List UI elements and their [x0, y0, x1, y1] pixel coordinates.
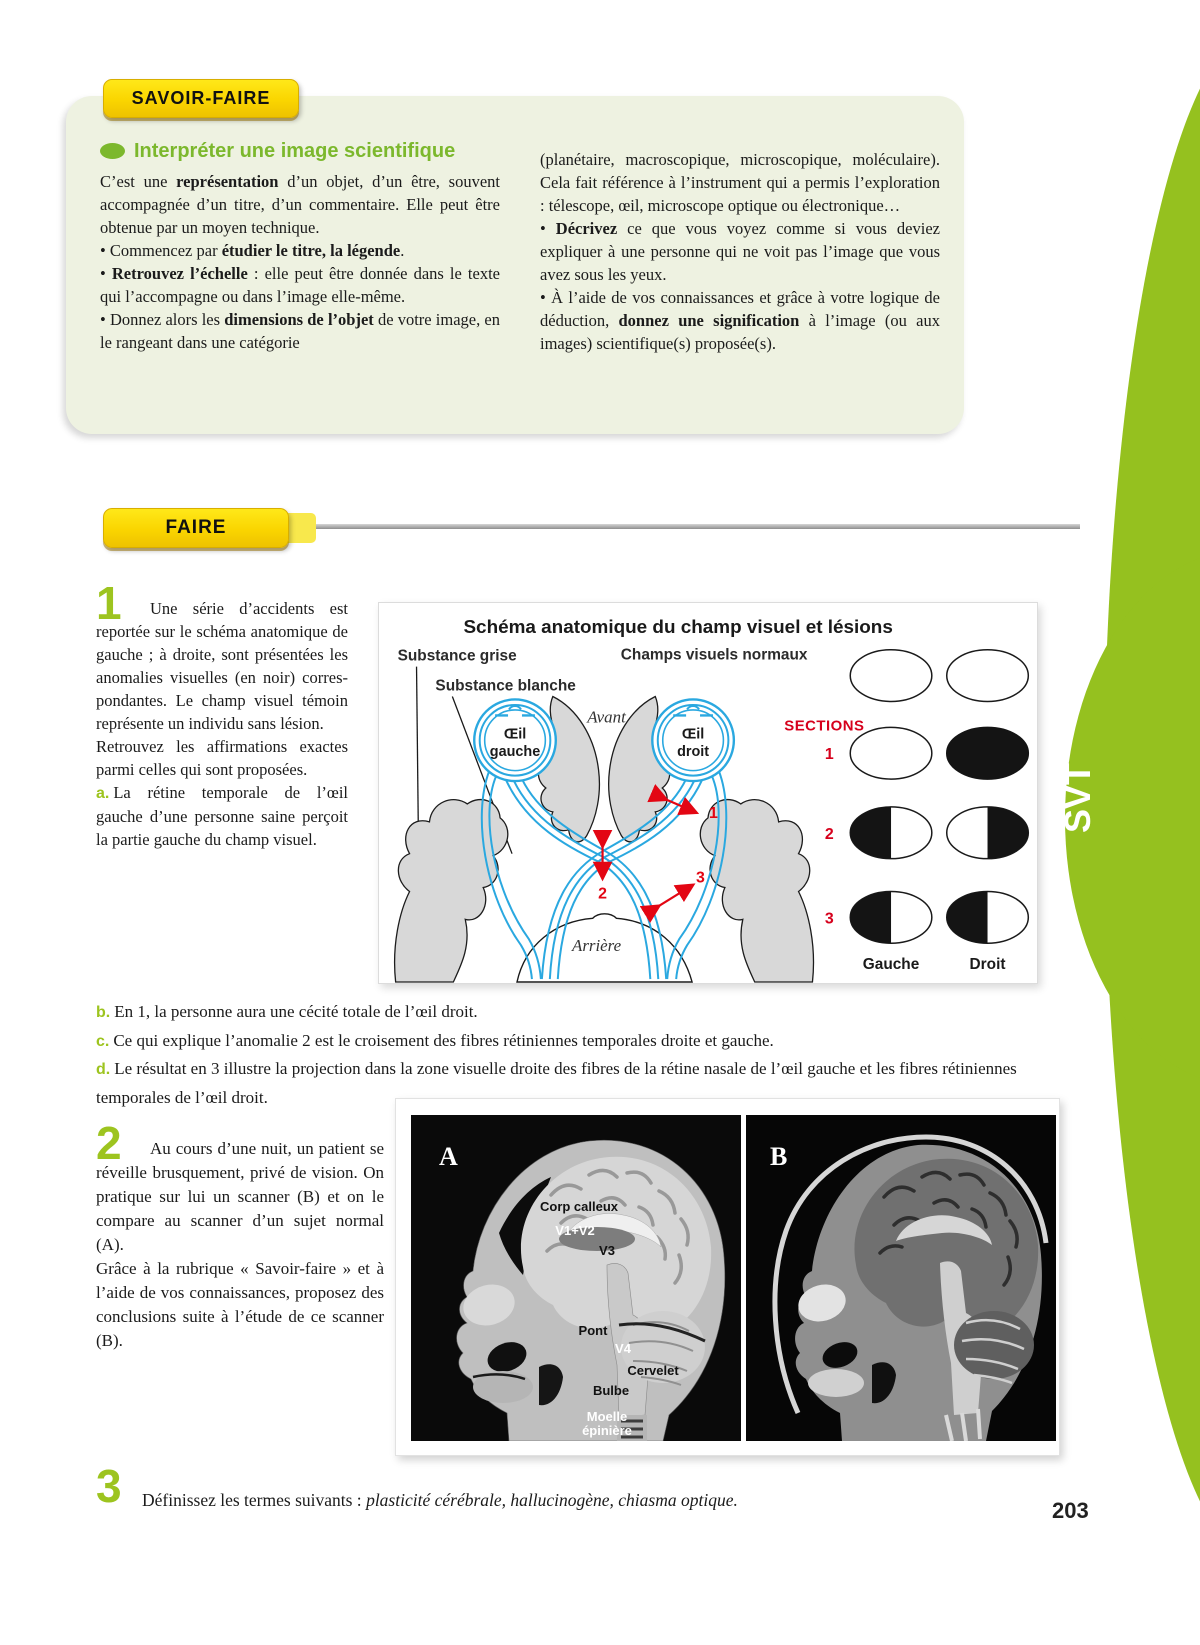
- label-v1v2: V1+V2: [555, 1223, 595, 1238]
- savoir-faire-right-column: [540, 148, 940, 355]
- green-bullet-icon: [100, 143, 125, 159]
- item-text: La rétine temporale de l’œil gauche d’une personne saine perçoit la partie gauche du champ visuel.: [96, 783, 348, 849]
- label-sections: SECTIONS: [784, 717, 865, 735]
- exercise-2-paragraph: Au cours d’une nuit, un patient se réveille brusquement, privé de vision. On pratique sur lui un scanner (B) et on le compare au scanner d’un sujet normal (A).: [96, 1139, 384, 1254]
- item-label: a.: [96, 785, 110, 802]
- label-pont: Pont: [578, 1323, 608, 1338]
- field-row-2: [825, 807, 1028, 859]
- label-arriere: Arrière: [572, 936, 622, 956]
- label-substance-grise: Substance grise: [397, 647, 517, 665]
- right-eye-label: droit: [677, 744, 710, 761]
- label-corp-calleux: Corp calleux: [539, 1199, 619, 1214]
- figure-brain-scans: [395, 1098, 1060, 1456]
- svt-tab-label: SVT: [1057, 762, 1098, 834]
- label-moelle: Moelle: [586, 1409, 628, 1424]
- label-epiniere: épinière: [582, 1423, 632, 1438]
- savoir-faire-paragraph: (planétaire, macroscopique, microscopique, moléculaire). Cela fait référence à l’instrument qui a permis l’exploration : télescope, œil, microscope optique ou électronique…: [540, 150, 940, 215]
- exercise-2-text-column: [96, 1137, 384, 1353]
- row-label: 2: [824, 825, 834, 843]
- savoir-faire-paragraph: • Commencez par étudier le titre, la légende.: [100, 241, 405, 260]
- savoir-faire-paragraph: • Donnez alors les dimensions de l’objet de votre image, en le rangeant dans une catégorie: [100, 310, 500, 352]
- label-bulbe: Bulbe: [592, 1383, 630, 1398]
- item-text: En 1, la personne aura une cécité totale de l’œil droit.: [114, 1002, 478, 1021]
- left-eye-label: gauche: [489, 744, 541, 761]
- item-text: Ce qui explique l’anomalie 2 est le croisement des fibres rétiniennes temporales droite et gauche.: [113, 1030, 774, 1050]
- scan-a-letter: A: [439, 1142, 458, 1171]
- field-row-3: [825, 891, 1028, 943]
- label-droit: Droit: [969, 956, 1006, 974]
- exercise-1-items-bcd: [96, 998, 1088, 1111]
- exercise-2-number: 2: [96, 1117, 122, 1169]
- arrow-label-2: 2: [598, 885, 607, 903]
- exercise-1-item-c: [96, 1027, 1088, 1056]
- exercise-3-number: 3: [96, 1460, 122, 1512]
- exercise-2-paragraph: Grâce à la rubrique « Savoir-faire » et à l’aide de vos connaissances, proposez des conclusions suite à l’étude de ce scanner (B).: [96, 1259, 384, 1350]
- item-label: b.: [96, 1004, 111, 1021]
- exercise-1-consigne: Retrouvez les affirmations exactes parmi celles qui sont proposées.: [96, 737, 348, 779]
- arrow-label-1: 1: [708, 804, 718, 822]
- exercise-1-intro: Une série d’accidents est reportée sur le schéma anatomique de gauche ; à droite, sont présentées les anomalies visuelles (en noir) correspondantes. Le champ visuel témoin représente un individu sans lésion.: [96, 599, 348, 733]
- exercise-1-text-column: [96, 597, 348, 851]
- savoir-faire-left-column: [100, 140, 500, 354]
- scan-b-letter: B: [770, 1142, 788, 1171]
- savoir-faire-badge: SAVOIR-FAIRE: [103, 79, 299, 118]
- field-row-1: [825, 727, 1028, 779]
- figure-visual-field-diagram: [378, 602, 1038, 984]
- label-champs-visuels: Champs visuels normaux: [620, 646, 808, 664]
- row-label: 3: [824, 910, 834, 928]
- field-row-normal: [850, 650, 1028, 702]
- item-text: Le résultat en 3 illustre la projection dans la zone visuelle droite des fibres de la rétine nasale de l’œil gauche et les fibres rétiniennes temporales de l’œil droit.: [96, 1059, 1017, 1107]
- left-eye-label: Œil: [503, 726, 527, 743]
- label-cervelet: Cervelet: [627, 1363, 679, 1378]
- item-label: d.: [96, 1061, 111, 1078]
- savoir-faire-panel: [66, 96, 964, 434]
- item-label: c.: [96, 1032, 110, 1050]
- faire-badge: FAIRE: [103, 508, 289, 548]
- row-label: 1: [824, 746, 834, 764]
- savoir-faire-paragraph: C’est une représentation d’un objet, d’un être, souvent accompagnée d’un titre, d’un commentaire. Elle peut être obtenue par un moyen technique.: [100, 172, 500, 237]
- right-eye-label: Œil: [681, 726, 705, 743]
- exercise-1-item-a: [96, 781, 348, 851]
- right-eye: [652, 699, 734, 781]
- exercise-3-text: Définissez les termes suivants : plasticité cérébrale, hallucinogène, chiasma optique.: [142, 1490, 738, 1510]
- label-v4: V4: [615, 1341, 631, 1356]
- exercise-1-number: 1: [96, 577, 122, 629]
- left-eye: [474, 699, 556, 781]
- label-avant: Avant: [587, 707, 626, 727]
- savoir-faire-heading-text: Interpréter une image scientifique: [134, 140, 456, 162]
- scan-a-normal: [411, 1115, 741, 1441]
- faire-divider-line: [268, 524, 1080, 529]
- figure-title: Schéma anatomique du champ visuel et lésions: [463, 616, 893, 638]
- savoir-faire-heading: [100, 140, 500, 163]
- label-substance-blanche: Substance blanche: [435, 677, 576, 695]
- page-number: 203: [1052, 1498, 1089, 1523]
- scan-b-patient: [746, 1115, 1056, 1441]
- exercise-1-item-b: [96, 998, 1088, 1027]
- label-v3: V3: [599, 1243, 615, 1258]
- savoir-faire-paragraph: • Décrivez ce que vous voyez comme si vous deviez expliquer à une personne qui ne voit pas l’image que vous avez sous les yeux.: [540, 219, 940, 284]
- savoir-faire-paragraph: • Retrouvez l’échelle : elle peut être donnée dans le texte qui l’accompagne ou dans l’image elle-même.: [100, 264, 500, 306]
- arrow-label-3: 3: [696, 869, 705, 887]
- savoir-faire-paragraph: • À l’aide de vos connaissances et grâce à votre logique de déduction, donnez une signification à l’image (ou aux images) scientifique(s) proposée(s).: [540, 288, 940, 353]
- label-gauche: Gauche: [862, 956, 920, 974]
